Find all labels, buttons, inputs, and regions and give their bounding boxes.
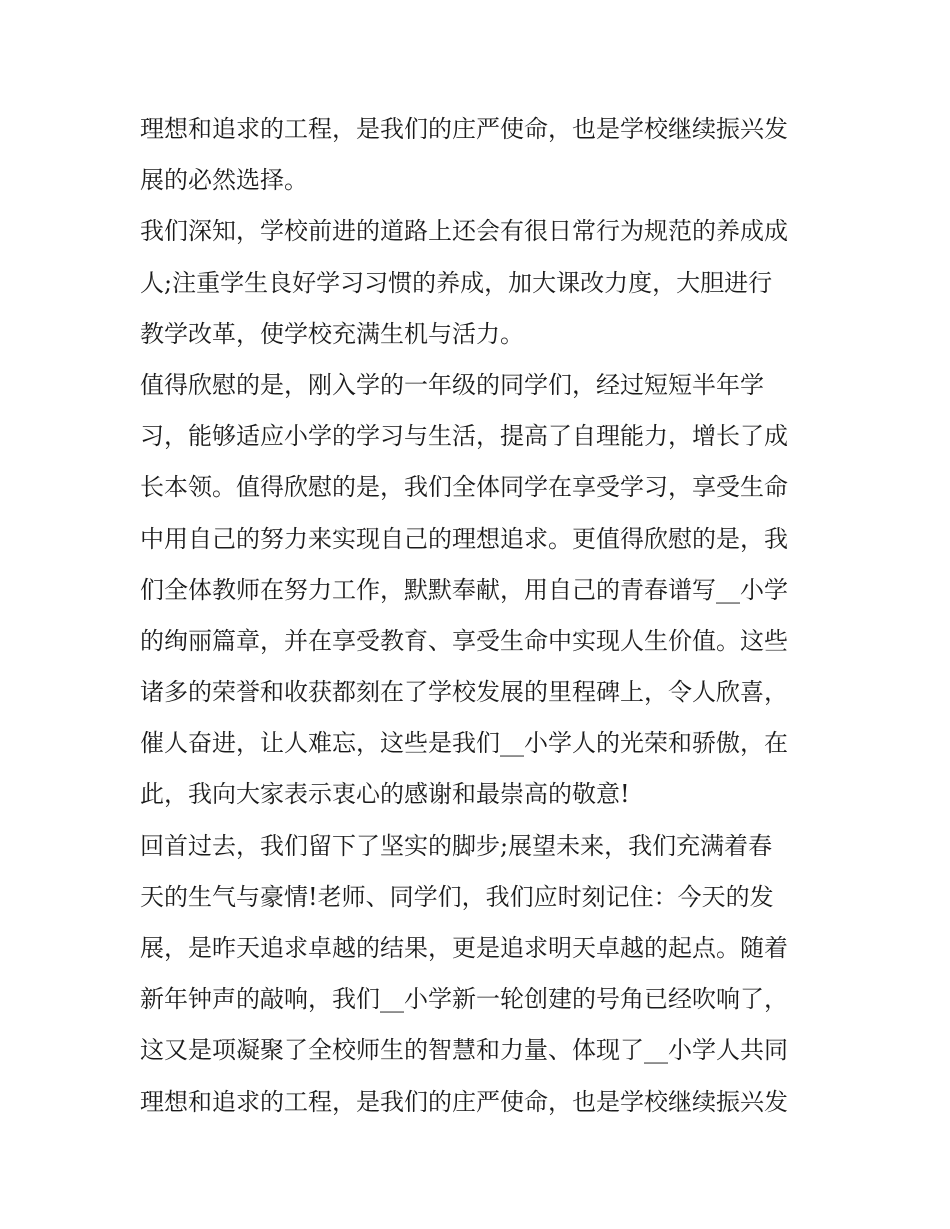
text-line: 长本领。值得欣慰的是，我们全体同学在享受学习，享受生命 [140, 473, 788, 502]
text-line: 值得欣慰的是，刚入学的一年级的同学们，经过短短半年学 [140, 370, 764, 399]
text-line: 展，是昨天追求卓越的结果，更是追求明天卓越的起点。随着 [140, 934, 788, 962]
text-line: 此，我向大家表示衷心的感谢和最崇高的敬意! [140, 780, 630, 809]
text-line: 催人奋进，让人难忘，这些是我们__小学人的光荣和骄傲，在 [140, 729, 788, 758]
text-line: 新年钟声的敲响，我们__小学新一轮创建的号角已经吹响了， [140, 985, 788, 1014]
text-line: 诸多的荣誉和收获都刻在了学校发展的里程碑上，令人欣喜， [140, 678, 788, 707]
text-line: 展的必然选择。 [140, 166, 308, 195]
text-line: 中用自己的努力来实现自己的理想追求。更值得欣慰的是，我 [140, 524, 788, 553]
text-line: 这又是项凝聚了全校师生的智慧和力量、体现了__小学人共同 [140, 1036, 788, 1065]
text-line: 们全体教师在努力工作，默默奉献，用自己的青春谱写__小学 [140, 575, 788, 604]
text-line: 理想和追求的工程，是我们的庄严使命，也是学校继续振兴发 [140, 1087, 788, 1116]
text-line: 习，能够适应小学的学习与生活，提高了自理能力，增长了成 [140, 422, 788, 451]
text-line: 教学改革，使学校充满生机与活力。 [140, 319, 524, 348]
document-body [140, 104, 820, 1128]
text-line: 理想和追求的工程，是我们的庄严使命，也是学校继续振兴发 [140, 115, 788, 143]
text-line: 天的生气与豪情!老师、同学们，我们应时刻记住：今天的发 [140, 882, 774, 911]
text-line: 的绚丽篇章，并在享受教育、享受生命中实现人生价值。这些 [140, 626, 788, 655]
text-line: 我们深知，学校前进的道路上还会有很日常行为规范的养成成 [140, 217, 788, 246]
text-line: 人;注重学生良好学习习惯的养成，加大课改力度，大胆进行 [140, 268, 773, 297]
text-line: 回首过去，我们留下了坚实的脚步;展望未来，我们充满着春 [140, 831, 773, 860]
